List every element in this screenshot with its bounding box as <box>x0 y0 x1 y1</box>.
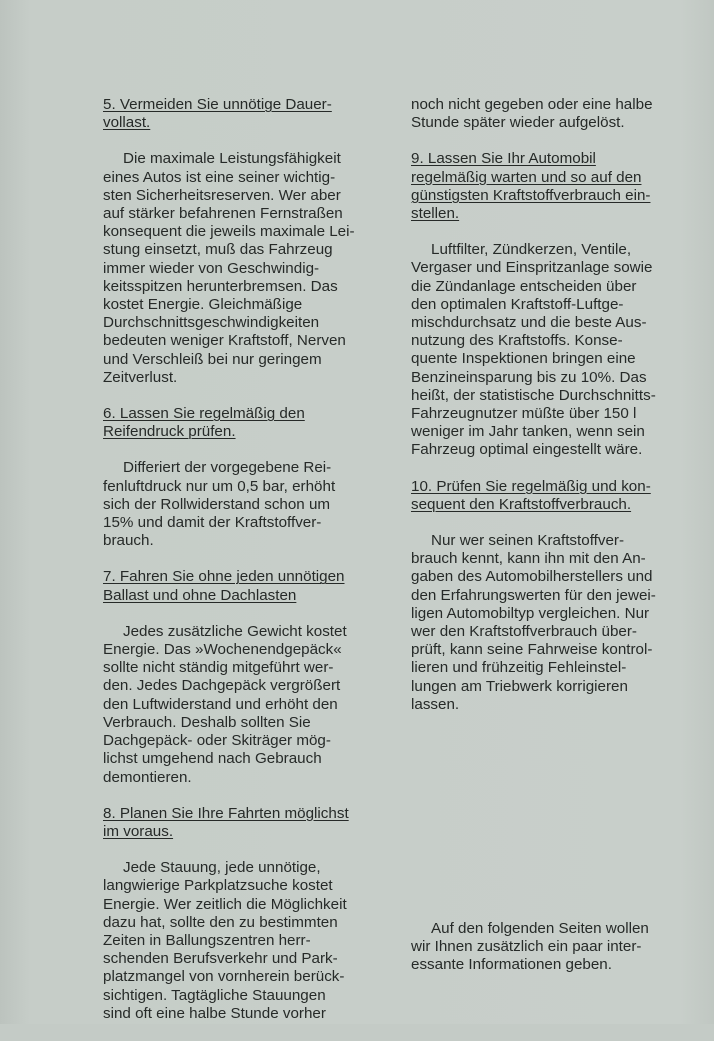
heading-9 <box>411 150 701 223</box>
text-line: die Zündanlage entscheiden über <box>411 277 637 295</box>
text-line: wer den Kraftstoffverbrauch über- <box>411 623 637 641</box>
text-line: immer wieder von Geschwindig- <box>103 259 320 277</box>
text-line: stung einsetzt, muß das Fahrzeug <box>103 241 333 259</box>
paragraph-10 <box>411 532 701 714</box>
text-line: Energie. Wer zeitlich die Möglichkeit <box>103 895 347 913</box>
text-line: gaben des Automobilherstellers und <box>411 568 653 586</box>
text-line: Verbrauch. Deshalb sollten Sie <box>103 713 311 731</box>
left-column <box>103 96 393 1041</box>
text-line: den Luftwiderstand und erhöht den <box>103 695 338 713</box>
heading-line: vollast. <box>103 114 151 132</box>
text-line: Die maximale Leistungsfähigkeit <box>123 150 341 168</box>
text-line: den Erfahrungswerten für den jewei- <box>411 586 656 604</box>
text-line: keitsspitzen herunterbremsen. Das <box>103 277 338 295</box>
text-line: quente Inspektionen bringen eine <box>411 350 636 368</box>
text-line: Fahrzeug optimal eingestellt wäre. <box>411 441 643 459</box>
text-line: bedeuten weniger Kraftstoff, Nerven <box>103 332 346 350</box>
text-line: Dachgepäck- oder Skiträger mög- <box>103 732 331 750</box>
heading-line: stellen. <box>411 205 460 223</box>
heading-8 <box>103 805 393 841</box>
text-line: Durchschnittsgeschwindigkeiten <box>103 314 320 332</box>
text-line: sich der Rollwiderstand schon um <box>103 495 331 513</box>
text-line: Fahrzeugnutzer müßte über 150 l <box>411 405 637 423</box>
text-line: Stunde später wieder aufgelöst. <box>411 114 625 132</box>
text-line: fenluftdruck nur um 0,5 bar, erhöht <box>103 477 336 495</box>
heading-7 <box>103 568 393 604</box>
text-line: dazu hat, sollte den zu bestimmten <box>103 913 338 931</box>
heading-line: 10. Prüfen Sie regelmäßig und kon- <box>411 477 651 495</box>
heading-line: günstigsten Kraftstoffverbrauch ein- <box>411 186 651 204</box>
text-line: Energie. Das »Wochenendgepäck« <box>103 641 342 659</box>
heading-10 <box>411 478 701 514</box>
heading-line: 9. Lassen Sie Ihr Automobil <box>411 150 596 168</box>
closing-paragraph <box>411 920 701 975</box>
text-line: lungen am Triebwerk korrigieren <box>411 677 628 695</box>
text-line: sten Sicherheitsreserven. Wer aber <box>103 186 341 204</box>
text-line: nutzung des Kraftstoffs. Konse- <box>411 332 623 350</box>
heading-line: 8. Planen Sie Ihre Fahrten möglichst <box>103 804 349 822</box>
heading-line: 7. Fahren Sie ohne jeden unnötigen <box>103 568 345 586</box>
text-line: prüft, kann seine Fahrweise kontrol- <box>411 641 653 659</box>
right-column <box>411 96 701 732</box>
text-line: Jedes zusätzliche Gewicht kostet <box>123 622 347 640</box>
paragraph-5 <box>103 150 393 387</box>
text-line: Vergaser und Einspritzanlage sowie <box>411 259 653 277</box>
text-line: den optimalen Kraftstoff-Luftge- <box>411 295 624 313</box>
text-line: konsequent die jeweils maximale Lei- <box>103 223 355 241</box>
text-line: demontieren. <box>103 768 192 786</box>
text-line: noch nicht gegeben oder eine halbe <box>411 96 653 113</box>
text-line: Zeiten in Ballungszentren herr- <box>103 931 311 949</box>
text-line: Benzineinsparung bis zu 10%. Das <box>411 368 647 386</box>
heading-line: 6. Lassen Sie regelmäßig den <box>103 405 305 423</box>
heading-line: Ballast und ohne Dachlasten <box>103 586 297 604</box>
heading-5 <box>103 96 393 132</box>
text-line: kostet Energie. Gleichmäßige <box>103 296 303 314</box>
text-line: 15% und damit der Kraftstoffver- <box>103 514 322 532</box>
paragraph-9 <box>411 241 701 459</box>
paragraph-6 <box>103 459 393 550</box>
text-line: Jede Stauung, jede unnötige, <box>123 859 321 877</box>
heading-line: im voraus. <box>103 822 174 840</box>
heading-line: sequent den Kraftstoffverbrauch. <box>411 495 632 513</box>
text-line: brauch kennt, kann ihn mit den An- <box>411 550 646 568</box>
text-line: Auf den folgenden Seiten wollen <box>431 920 649 937</box>
text-line: eines Autos ist eine seiner wichtig- <box>103 168 336 186</box>
text-line: Differiert der vorgegebene Rei- <box>123 459 332 477</box>
text-line: lichst umgehend nach Gebrauch <box>103 750 322 768</box>
paragraph-7 <box>103 623 393 787</box>
heading-line: Reifendruck prüfen. <box>103 423 236 441</box>
heading-line: 5. Vermeiden Sie unnötige Dauer- <box>103 96 332 113</box>
text-line: sichtigen. Tagtägliche Stauungen <box>103 986 326 1004</box>
text-line: Nur wer seinen Kraftstoffver- <box>431 532 625 550</box>
text-line: weniger im Jahr tanken, wenn sein <box>411 423 645 441</box>
heading-6 <box>103 405 393 441</box>
text-line: brauch. <box>103 532 154 550</box>
text-line: und Verschleiß bei nur geringem <box>103 350 322 368</box>
text-line: Zeitverlust. <box>103 368 178 386</box>
text-line: lassen. <box>411 695 460 713</box>
text-line: platzmangel von vornherein berück- <box>103 968 345 986</box>
text-line: heißt, der statistische Durchschnitts- <box>411 386 656 404</box>
text-line: wir Ihnen zusätzlich ein paar inter- <box>411 938 642 956</box>
text-line: Luftfilter, Zündkerzen, Ventile, <box>431 241 632 259</box>
text-line: auf stärker befahrenen Fernstraßen <box>103 205 343 223</box>
text-line: sind oft eine halbe Stunde vorher <box>103 1004 326 1022</box>
text-line: essante Informationen geben. <box>411 956 612 974</box>
text-line: ligen Automobiltyp vergleichen. Nur <box>411 604 650 622</box>
text-line: mischdurchsatz und die beste Aus- <box>411 314 647 332</box>
text-line: lieren und frühzeitig Fehleinstel- <box>411 659 627 677</box>
text-line: schenden Berufsverkehr und Park- <box>103 950 338 968</box>
heading-line: regelmäßig warten und so auf den <box>411 168 642 186</box>
paragraph-8-continued <box>411 96 701 132</box>
paragraph-8 <box>103 859 393 1023</box>
text-line: sollte nicht ständig mitgeführt wer- <box>103 659 334 677</box>
text-line: den. Jedes Dachgepäck vergrößert <box>103 677 341 695</box>
text-line: langwierige Parkplatzsuche kostet <box>103 877 333 895</box>
